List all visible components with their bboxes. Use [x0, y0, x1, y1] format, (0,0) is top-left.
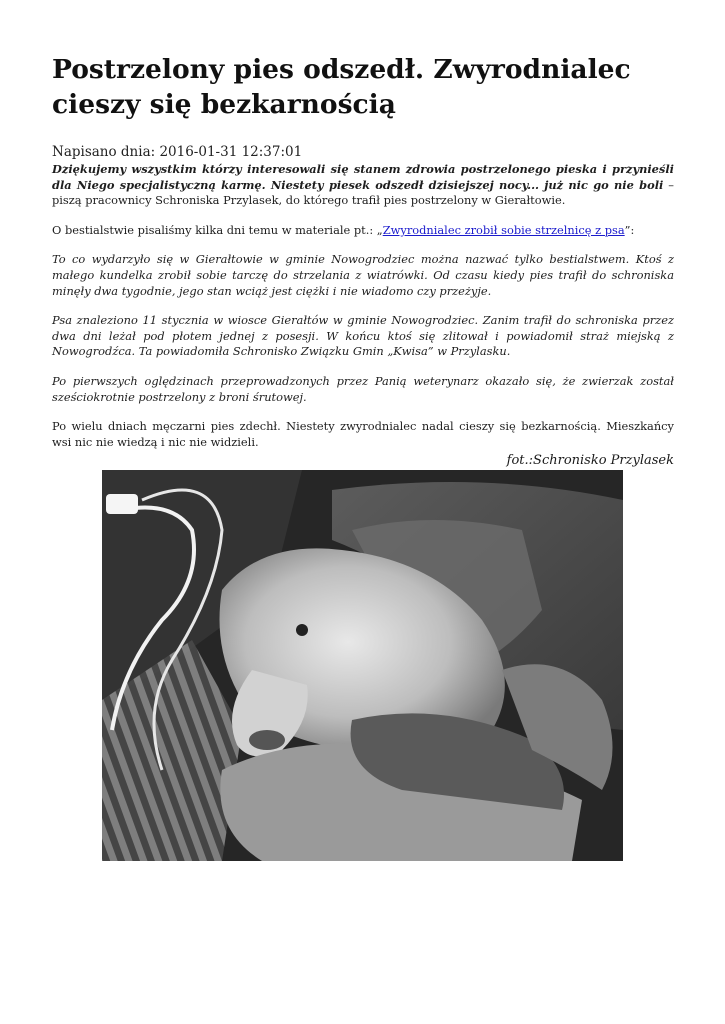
- reference-intro: O bestialstwie pisaliśmy kilka dni temu w materiale pt.: „: [52, 222, 383, 237]
- lead-rest-text: – piszą pracownicy Schroniska Przylasek, do którego trafił pies postrzelony w Gierałtowie.: [52, 177, 674, 208]
- quote-paragraph-3: Po pierwszych oględzinach przeprowadzonych przez Panią weterynarz okazało się, że zwierzak został sześciokrotnie postrzelony z broni śrutowej.: [52, 373, 674, 404]
- reference-end: ”:: [624, 222, 635, 237]
- closing-paragraph: Po wielu dniach męczarni pies zdechł. Niestety zwyrodnialec nadal cieszy się bezkarnością. Mieszkańcy wsi nic nie wiedzą i nic nie widzieli.: [52, 419, 674, 449]
- post-date: Napisano dnia: 2016-01-31 12:37:01: [52, 144, 303, 160]
- lead-bold-text: Dziękujemy wszystkim którzy interesowali się stanem zdrowia postrzelonego pieska i przynieśli dla Niego specjalistyczną karmę. Niestety piesek odszedł dzisiejszej nocy... już nic go nie boli: [52, 162, 674, 192]
- related-article-link[interactable]: Zwyrodnialec zrobił sobie strzelnicę z psa: [382, 222, 625, 237]
- quote-paragraph-1: To co wydarzyło się w Gierałtowie w gminie Nowogrodziec można nazwać tylko bestialstwem. Ktoś z małego kundelka zrobił sobie tarczę do strzelania z wiatrówki. Od czasu kiedy pies trafił do schroniska minęły dwa tygodnie, jego stan wciąż jest ciężki i nie wiadomo czy przeżyje.: [52, 252, 674, 298]
- photo-credit: fot.:Schronisko Przylasek: [506, 453, 674, 469]
- reference-paragraph: [52, 223, 674, 239]
- quote-paragraph-2: Psa znaleziono 11 stycznia w wiosce Gierałtów w gminie Nowogrodziec. Zanim trafił do schroniska przez dwa dni leżał pod płotem jednej z posesji. W końcu ktoś się zlitował i powiadomił straż miejską z Nowogrodźca. Ta powiadomiła Schronisko Związku Gmin „Kwisa” w Przylasku.: [52, 313, 674, 359]
- lead-paragraph: [52, 162, 674, 209]
- dog-photo: [102, 470, 623, 861]
- article: [52, 52, 674, 469]
- article-title: Postrzelony pies odszedł. Zwyrodnialec cieszy się bezkarnością: [52, 54, 631, 120]
